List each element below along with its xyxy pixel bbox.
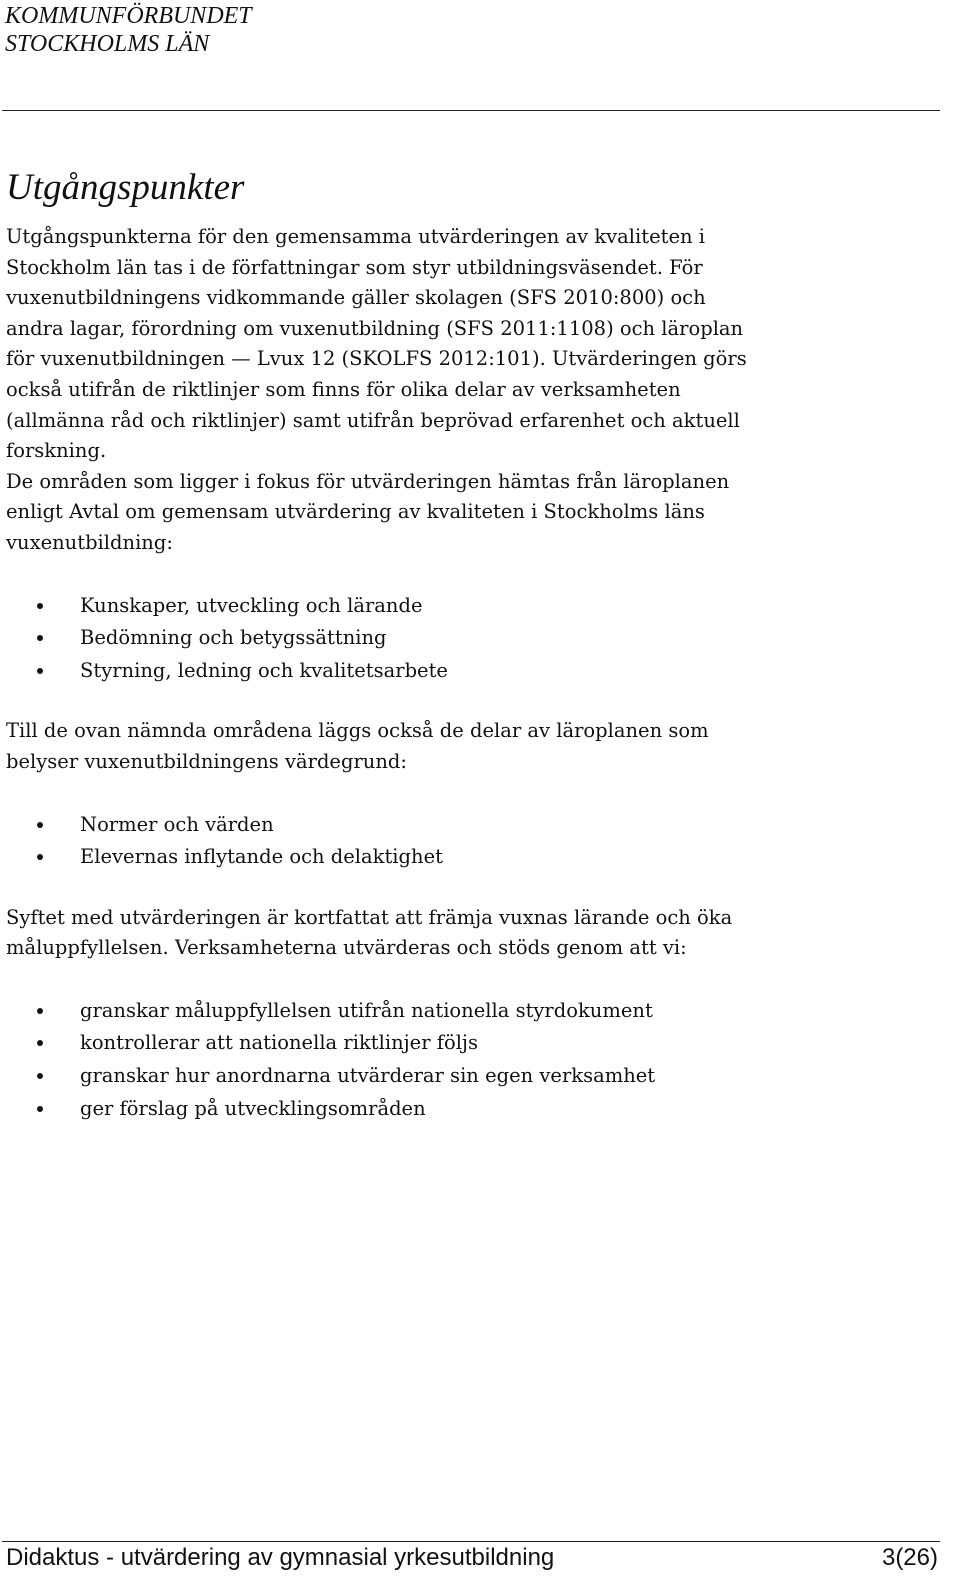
header-org-line2: STOCKHOLMS LÄN <box>5 31 210 57</box>
list-item <box>6 622 936 655</box>
text-line: för vuxenutbildningen — Lvux 12 (SKOLFS 2012:101). Utvärderingen görs <box>6 347 747 371</box>
intro-paragraph <box>6 222 936 559</box>
bullet-icon <box>37 1106 43 1112</box>
list-item <box>6 809 936 842</box>
list-item <box>6 841 936 874</box>
purpose-paragraph <box>6 903 936 964</box>
bullet-icon <box>37 603 43 609</box>
text-line: belyser vuxenutbildningens värdegrund: <box>6 749 407 773</box>
list-item-text: Bedömning och betygssättning <box>80 626 387 650</box>
header-org-line1: KOMMUNFÖRBUNDET <box>5 3 252 29</box>
section-title: Utgångspunkter <box>6 167 245 208</box>
focus-areas-list <box>6 590 936 688</box>
list-item <box>6 1027 936 1060</box>
main-content <box>6 166 936 1125</box>
text-line: enligt Avtal om gemensam utvärdering av kvaliteten i Stockholms läns <box>6 500 705 524</box>
list-item <box>6 1060 936 1093</box>
text-line: andra lagar, förordning om vuxenutbildning (SFS 2011:1108) och läroplan <box>6 316 744 340</box>
footer-divider <box>2 1541 940 1542</box>
bullet-icon <box>37 1040 43 1046</box>
list-item-text: Normer och värden <box>80 812 274 836</box>
list-item-text: granskar hur anordnarna utvärderar sin egen verksamhet <box>80 1064 656 1088</box>
bullet-icon <box>37 1008 43 1014</box>
text-line: Stockholm län tas i de författningar som styr utbildningsväsendet. För <box>6 255 703 279</box>
footer-title: Didaktus - utvärdering av gymnasial yrkesutbildning <box>6 1544 555 1571</box>
bullet-icon <box>37 1073 43 1079</box>
list-item-text: granskar måluppfyllelsen utifrån nationella styrdokument <box>80 998 653 1022</box>
text-line: måluppfyllelsen. Verksamheterna utvärderas och stöds genom att vi: <box>6 936 687 960</box>
text-line: Utgångspunkterna för den gemensamma utvärderingen av kvaliteten i <box>6 225 706 248</box>
page-number: 3(26) <box>881 1544 938 1571</box>
text-line: vuxenutbildning: <box>6 530 173 554</box>
text-line: De områden som ligger i fokus för utvärderingen hämtas från läroplanen <box>6 469 730 493</box>
text-line: också utifrån de riktlinjer som finns för olika delar av verksamheten <box>6 377 681 401</box>
text-line: (allmänna råd och riktlinjer) samt utifrån beprövad erfarenhet och aktuell <box>6 408 740 432</box>
list-item <box>6 1093 936 1126</box>
page-header <box>5 2 252 58</box>
text-line: vuxenutbildningens vidkommande gäller skolagen (SFS 2010:800) och <box>6 286 706 310</box>
list-item-text: Elevernas inflytande och delaktighet <box>80 845 443 869</box>
bullet-icon <box>37 854 43 860</box>
list-item <box>6 655 936 688</box>
list-item-text: Kunskaper, utveckling och lärande <box>80 593 423 617</box>
list-item <box>6 995 936 1028</box>
text-line: Syftet med utvärderingen är kortfattat att främja vuxnas lärande och öka <box>6 905 733 929</box>
header-divider <box>2 110 940 111</box>
values-areas-list <box>6 809 936 874</box>
purpose-items-list <box>6 995 936 1125</box>
list-item-text: kontrollerar att nationella riktlinjer följs <box>80 1031 478 1055</box>
bullet-icon <box>37 635 43 641</box>
list-item-text: ger förslag på utvecklingsområden <box>80 1096 426 1120</box>
list-item-text: Styrning, ledning och kvalitetsarbete <box>80 658 448 682</box>
values-paragraph <box>6 716 936 777</box>
text-line: forskning. <box>6 439 107 463</box>
bullet-icon <box>37 668 43 674</box>
bullet-icon <box>37 822 43 828</box>
list-item <box>6 590 936 623</box>
text-line: Till de ovan nämnda områdena läggs också de delar av läroplanen som <box>6 719 709 743</box>
